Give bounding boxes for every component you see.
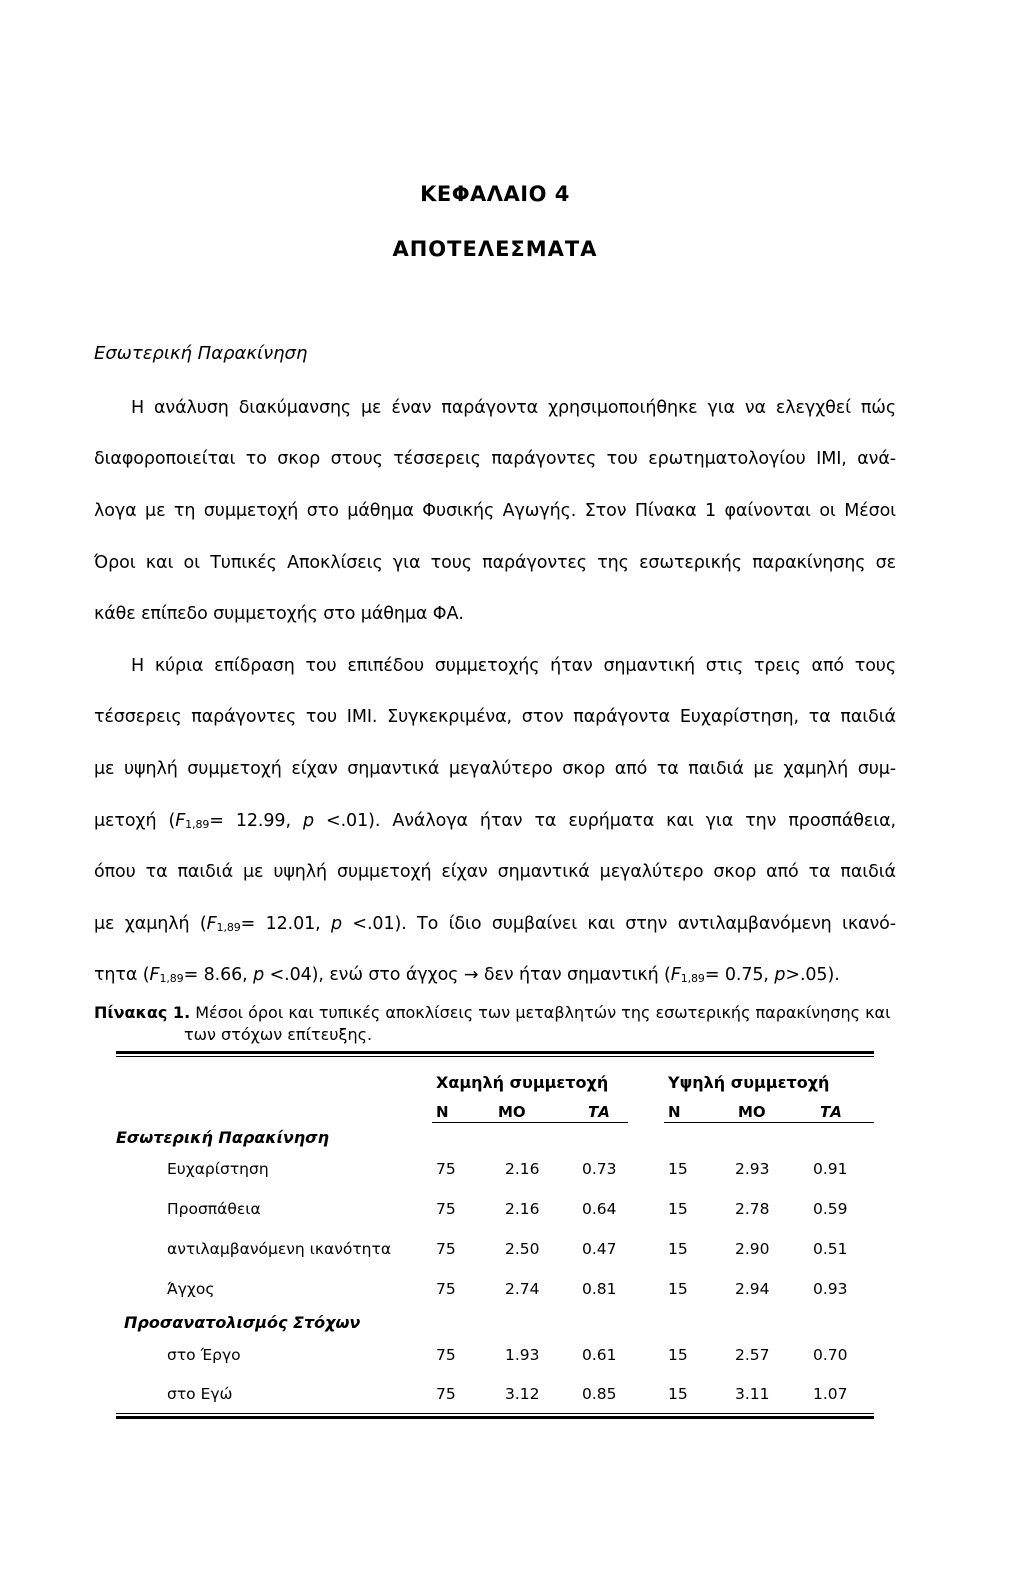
table-top-rule <box>116 1051 874 1054</box>
table-cell: 0.47 <box>582 1240 617 1258</box>
table-cell: 3.12 <box>505 1385 540 1403</box>
table-cell: 3.11 <box>735 1385 770 1403</box>
paragraph-line: τέσσερεις παράγοντες του IMI. Συγκεκριμένα, στον παράγοντα Ευχαρίστηση, τα παιδιά <box>94 707 896 727</box>
table-cell: 2.16 <box>505 1160 540 1178</box>
col-header-ta-high: ΤΑ <box>820 1103 842 1121</box>
table-cell: 0.61 <box>582 1346 617 1364</box>
table-cell: 0.51 <box>813 1240 848 1258</box>
table-cell: 2.93 <box>735 1160 770 1178</box>
col-header-mo-high: ΜΟ <box>738 1103 766 1121</box>
table-row-label: Άγχος <box>167 1280 215 1298</box>
table-cell: 15 <box>668 1200 688 1218</box>
paragraph-line: λογα με τη συμμετοχή στο μάθημα Φυσικής Αγωγής. Στον Πίνακα 1 φαίνονται οι Μέσοι <box>94 501 896 521</box>
table-cell: 75 <box>436 1240 456 1258</box>
paragraph-line: τητα ($F_{1,89}= 8.66$, p <.04), ενώ στο άγχος → δεν ήταν σημαντική ($F_{1,89}= 0.75$, p>.05). <box>94 965 840 985</box>
col-header-n-low: N <box>436 1103 449 1121</box>
table-bottom-rule <box>116 1416 874 1419</box>
table-cell: 0.85 <box>582 1385 617 1403</box>
table-cell: 2.50 <box>505 1240 540 1258</box>
page-title: ΑΠΟΤΕΛΕΣΜΑΤΑ <box>392 237 598 261</box>
table-row-label: στο Έργο <box>167 1346 241 1364</box>
table-cell: 2.74 <box>505 1280 540 1298</box>
table-cell: 0.91 <box>813 1160 848 1178</box>
table-cell: 1.07 <box>813 1385 848 1403</box>
table-row-label: στο Εγώ <box>167 1385 233 1403</box>
table-cell: 75 <box>436 1280 456 1298</box>
chapter-heading: ΚΕΦΑΛΑΙΟ 4 <box>420 182 570 206</box>
table-cell: 1.93 <box>505 1346 540 1364</box>
table-cell: 2.16 <box>505 1200 540 1218</box>
table-section-intrinsic: Εσωτερική Παρακίνηση <box>116 1128 329 1147</box>
table-bottom-rule-thin <box>116 1413 874 1414</box>
table-cell: 75 <box>436 1346 456 1364</box>
col-header-mo-low: ΜΟ <box>498 1103 526 1121</box>
table-cell: 2.90 <box>735 1240 770 1258</box>
paragraph-line: διαφοροποιείται το σκορ στους τέσσερεις παράγοντες του ερωτηματολογίου IMI, ανά- <box>94 449 896 469</box>
section-heading: Εσωτερική Παρακίνηση <box>94 343 308 364</box>
table-cell: 15 <box>668 1240 688 1258</box>
table-top-rule-thin <box>116 1056 874 1057</box>
header-underline-low <box>432 1122 628 1123</box>
table-cell: 15 <box>668 1280 688 1298</box>
table-cell: 75 <box>436 1385 456 1403</box>
paragraph-line: Όροι και οι Τυπικές Αποκλίσεις για τους παράγοντες της εσωτερικής παρακίνησης σε <box>94 553 896 573</box>
table-cell: 0.93 <box>813 1280 848 1298</box>
table-row-label: αντιλαμβανόμενη ικανότητα <box>167 1240 392 1258</box>
paragraph-line: μετοχή ($F_{1,89}= 12.99$, p <.01). Ανάλογα ήταν τα ευρήματα και για την προσπάθεια, <box>94 811 896 831</box>
paragraph-line: Η ανάλυση διακύμανσης με έναν παράγοντα χρησιμοποιήθηκε για να ελεγχθεί πώς <box>131 398 896 418</box>
table-cell: 15 <box>668 1385 688 1403</box>
table-cell: 2.78 <box>735 1200 770 1218</box>
paragraph-line: με υψηλή συμμετοχή είχαν σημαντικά μεγαλύτερο σκορ από τα παιδιά με χαμηλή συμ- <box>94 759 896 779</box>
arrow-right-icon: → <box>463 965 479 985</box>
table-cell: 0.70 <box>813 1346 848 1364</box>
table-section-goals: Προσανατολισμός Στόχων <box>124 1313 361 1332</box>
table-row-label: Ευχαρίστηση <box>167 1160 269 1178</box>
table-caption: Πίνακας 1. Μέσοι όροι και τυπικές αποκλίσεις των μεταβλητών της εσωτερικής παρακίνησης και <box>94 1003 891 1022</box>
table-cell: 0.59 <box>813 1200 848 1218</box>
table-cell: 2.94 <box>735 1280 770 1298</box>
table-cell: 0.64 <box>582 1200 617 1218</box>
paragraph-line: Η κύρια επίδραση του επιπέδου συμμετοχής ήταν σημαντική στις τρεις από τους <box>131 656 896 676</box>
col-header-ta-low: ΤΑ <box>588 1103 610 1121</box>
paragraph-line: κάθε επίπεδο συμμετοχής στο μάθημα ΦΑ. <box>94 604 464 624</box>
paragraph-line: όπου τα παιδιά με υψηλή συμμετοχή είχαν σημαντικά μεγαλύτερο σκορ από τα παιδιά <box>94 862 896 882</box>
table-label: Πίνακας 1. <box>94 1003 191 1022</box>
table-cell: 2.57 <box>735 1346 770 1364</box>
group-header-high: Υψηλή συμμετοχή <box>668 1073 830 1092</box>
paragraph-line: με χαμηλή ($F_{1,89}= 12.01$, p <.01). Το ίδιο συμβαίνει και στην αντιλαμβανόμενη ικανό- <box>94 914 896 934</box>
table-cell: 0.73 <box>582 1160 617 1178</box>
table-cell: 15 <box>668 1346 688 1364</box>
table-cell: 15 <box>668 1160 688 1178</box>
group-header-low: Χαμηλή συμμετοχή <box>436 1073 609 1092</box>
table-row-label: Προσπάθεια <box>167 1200 261 1218</box>
header-underline-high <box>664 1122 874 1123</box>
col-header-n-high: N <box>668 1103 681 1121</box>
table-cell: 75 <box>436 1200 456 1218</box>
table-caption-continued: των στόχων επίτευξης. <box>184 1025 373 1044</box>
table-cell: 75 <box>436 1160 456 1178</box>
table-cell: 0.81 <box>582 1280 617 1298</box>
